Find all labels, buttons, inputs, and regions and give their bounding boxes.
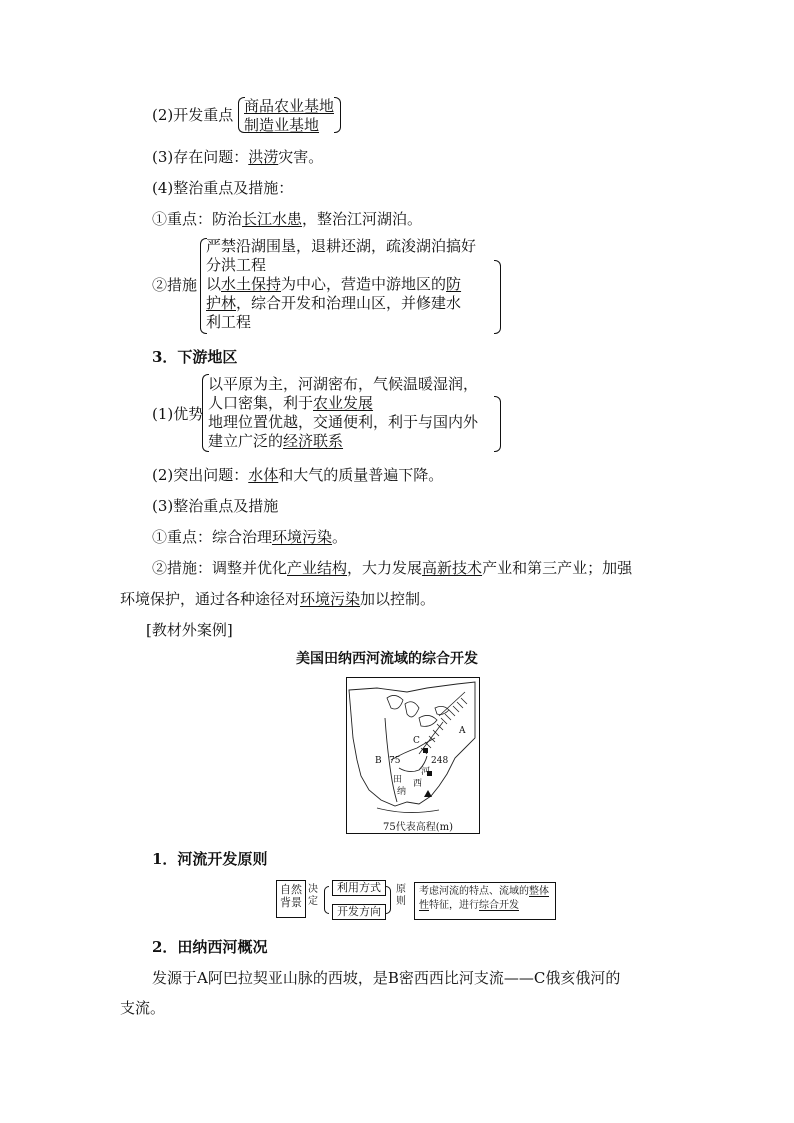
dev-focus-label: (2)开发重点 — [152, 106, 234, 124]
advantage-line: 以平原为主，河湖密布，气候温暖湿润， — [208, 375, 479, 393]
dev-item-agri: 商品农业基地 — [244, 97, 335, 115]
brace-right — [334, 97, 341, 133]
flow-description-box: 考虑河流的特点、流域的整体性特征，进行综合开发 — [414, 882, 556, 920]
map-river-char: 河 — [421, 767, 431, 777]
case-title: 美国田纳西河流域的综合开发 — [296, 651, 478, 667]
advantage-line: 人口密集，利于农业发展 — [208, 394, 374, 412]
measure-label: ②措施 — [152, 276, 198, 294]
section-heading-downstream: 3．下游地区 — [152, 348, 238, 366]
advantage-line: 建立广泛的经济联系 — [208, 432, 344, 450]
map-graphic — [347, 678, 479, 833]
problem-line: (3)存在问题：洪涝灾害。 — [152, 148, 324, 166]
measure-line: 严禁沿湖围垦，退耕还湖，疏浚湖泊搞好 — [206, 237, 477, 255]
advantage-label: (1)优势 — [152, 405, 204, 423]
map-label-b: B — [375, 756, 382, 766]
focus-line: ①重点：防治长江水患，整治江河湖泊。 — [152, 210, 423, 228]
measure-line: 以水土保持为中心，营造中游地区的防 — [206, 275, 462, 293]
map-river-char: 西 — [413, 779, 423, 789]
measures-heading: (4)整治重点及措施： — [152, 179, 294, 197]
case-tag: [教材外案例] — [146, 621, 233, 639]
overview-line1: 发源于A阿巴拉契亚山脉的西坡，是B密西西比河支流——C俄亥俄河的 — [152, 969, 621, 987]
focus-line: ①重点：综合治理环境污染。 — [152, 528, 348, 546]
dev-item-manu: 制造业基地 — [244, 116, 320, 134]
map-river-char: 纳 — [397, 787, 407, 797]
map-elev-248: 248 — [431, 756, 449, 766]
measure-line: 护林，综合开发和治理山区，并修建水 — [206, 294, 462, 312]
map-label-c: C — [413, 736, 420, 746]
tennessee-map — [346, 677, 480, 834]
flow-brace-right — [386, 886, 391, 914]
map-label-a: A — [459, 726, 466, 736]
measures-heading: (3)整治重点及措施 — [152, 497, 279, 515]
overview-heading: 2．田纳西河概况 — [152, 938, 268, 956]
flow-decide-label: 决定 — [308, 884, 318, 907]
flow-nature-box: 自然背景 — [276, 880, 306, 918]
issue-line: (2)突出问题：水体和大气的质量普遍下降。 — [152, 466, 444, 484]
map-caption: 75代表高程(m) — [383, 822, 454, 833]
flow-principle-label: 原则 — [396, 884, 406, 907]
flow-brace-left — [324, 886, 329, 914]
overview-line2: 支流。 — [120, 999, 166, 1017]
measure-line: 利工程 — [206, 313, 252, 331]
map-river-char: 田 — [393, 775, 403, 785]
principle-heading: 1．河流开发原则 — [152, 850, 268, 868]
map-elev-75: 75 — [389, 756, 401, 766]
measure-paragraph-line2: 环境保护，通过各种途径对环境污染加以控制。 — [120, 590, 436, 608]
brace-right — [494, 260, 501, 334]
advantage-line: 地理位置优越，交通便利，利于与国内外 — [208, 413, 479, 431]
measure-line: 分洪工程 — [206, 256, 267, 274]
measure-paragraph-line1: ②措施：调整并优化产业结构，大力发展高新技术产业和第三产业；加强 — [152, 559, 633, 577]
brace-right — [494, 396, 501, 452]
flow-use-box: 利用方式 — [332, 880, 386, 896]
flow-direction-box: 开发方向 — [332, 904, 386, 920]
